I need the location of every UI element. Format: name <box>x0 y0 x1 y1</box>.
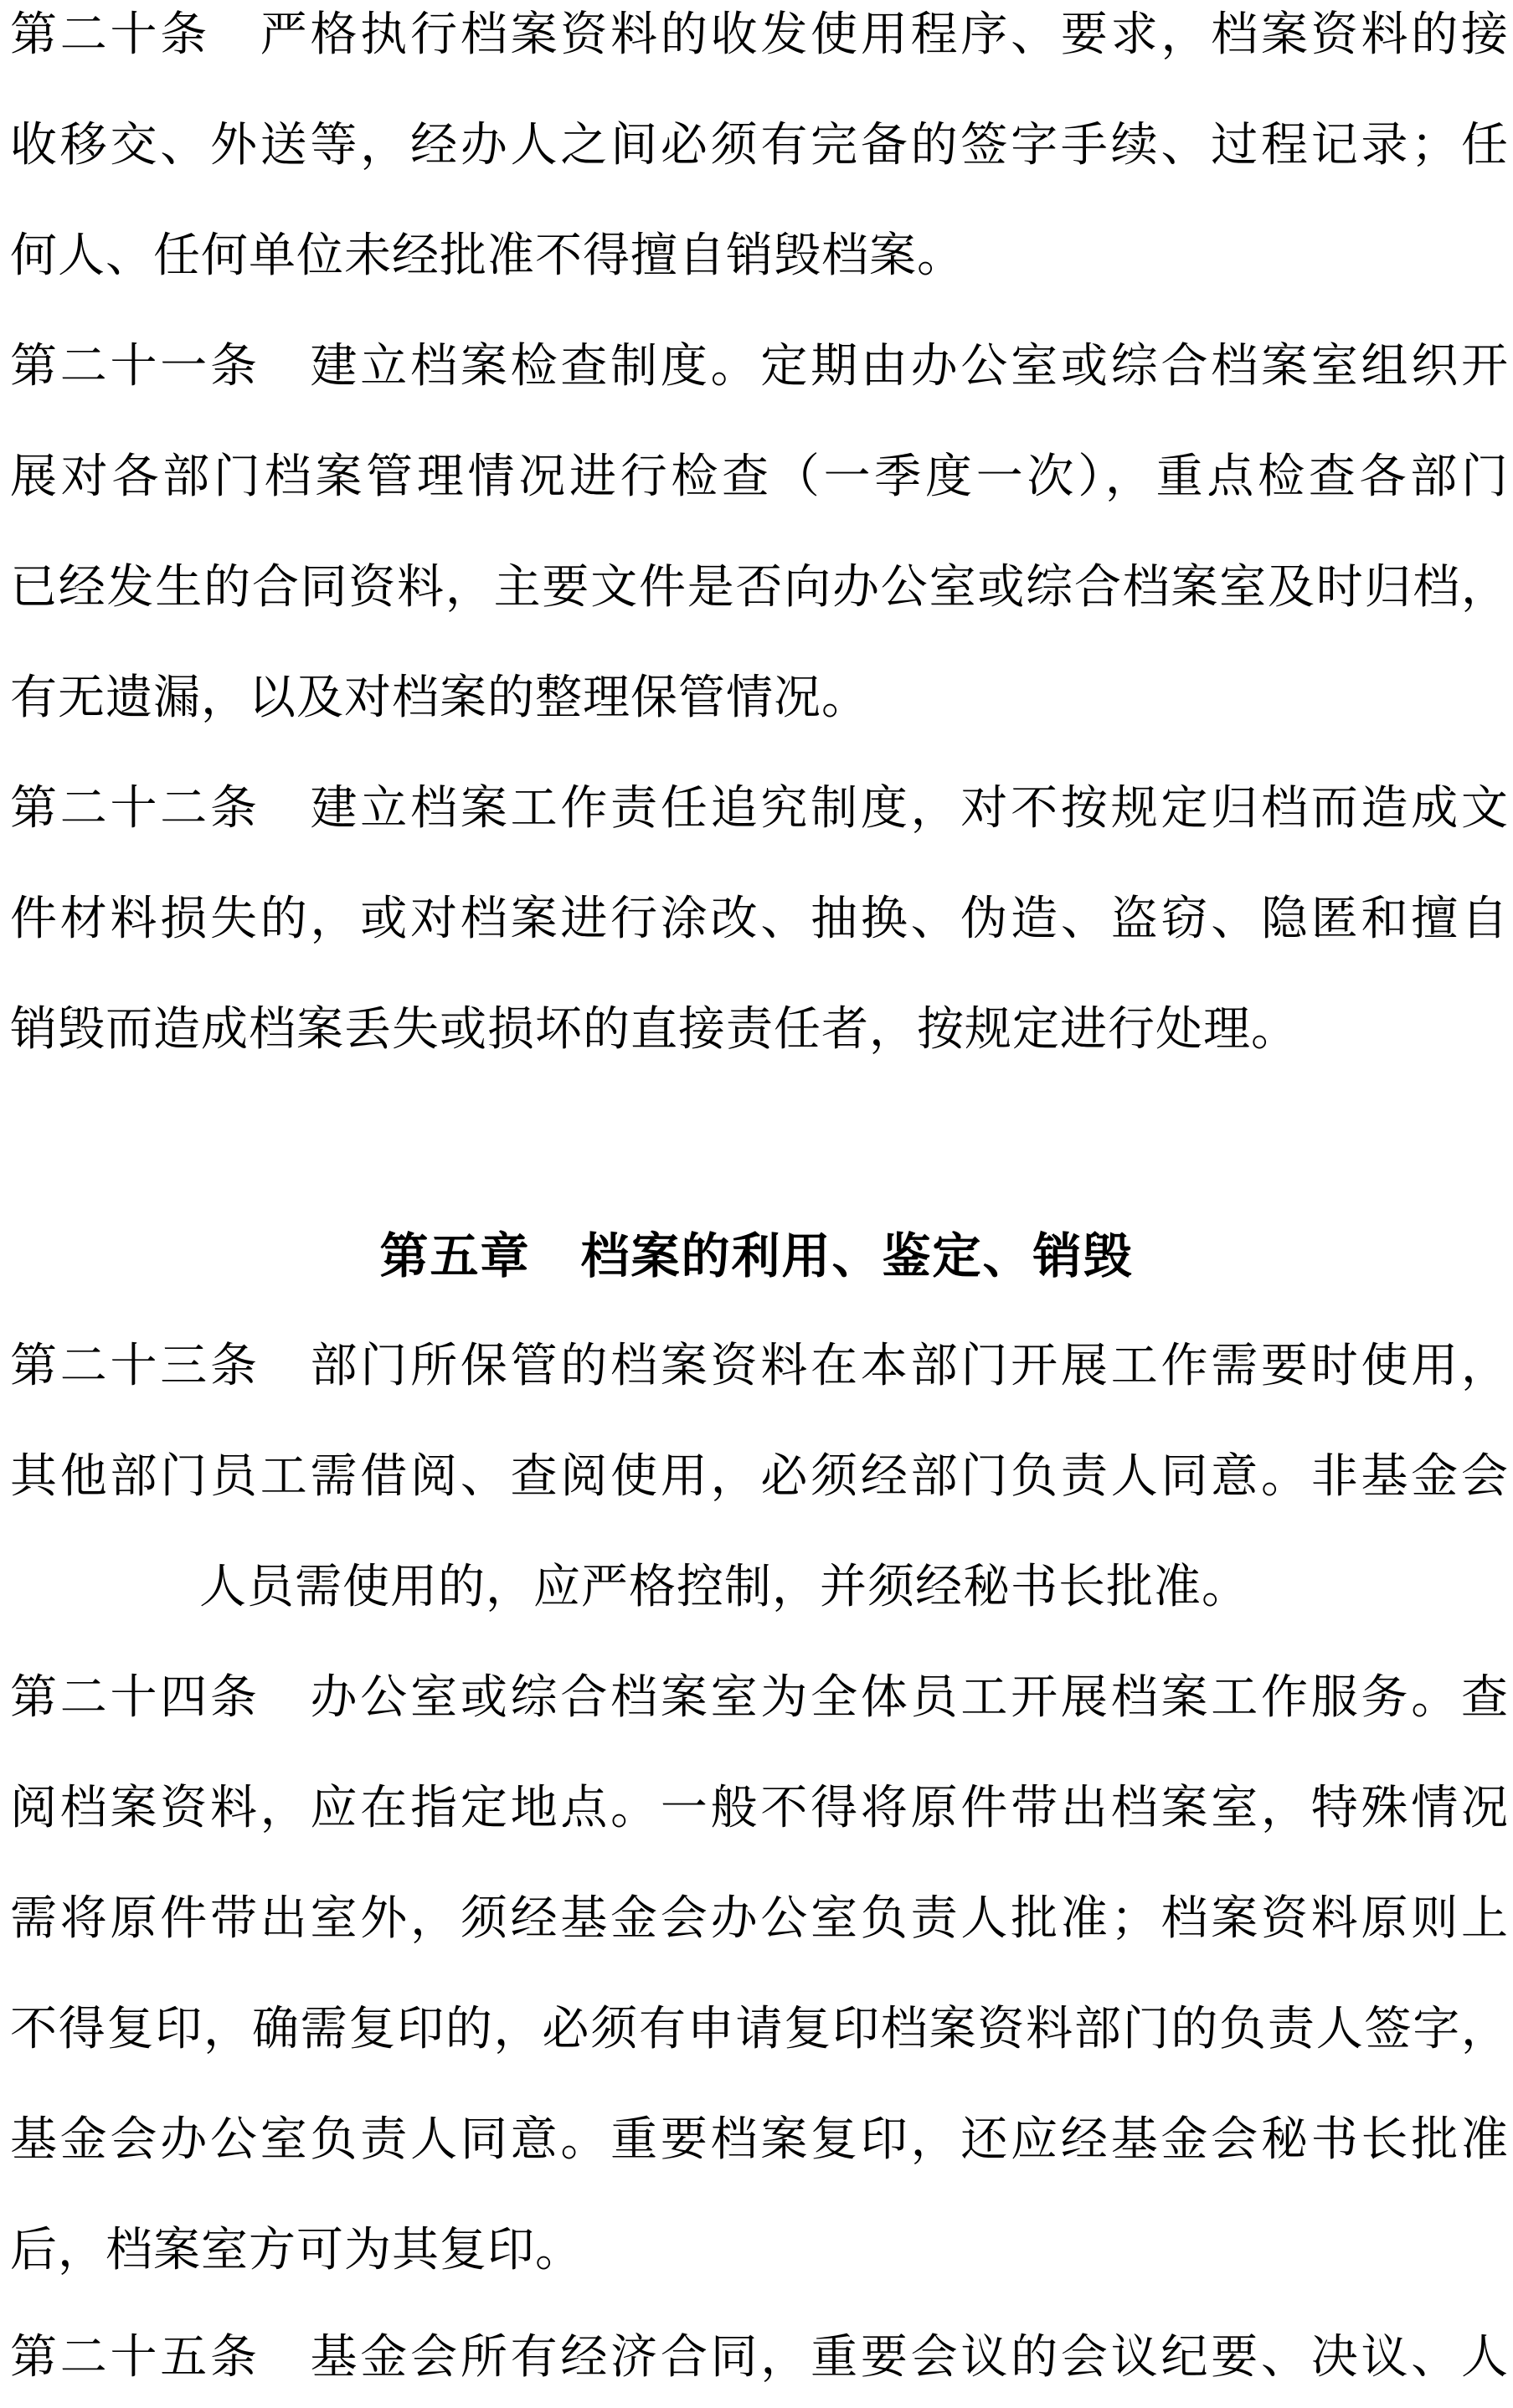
text-line: 收移交、外送等，经办人之间必须有完备的签字手续、过程记录；任 <box>10 118 1509 172</box>
chapter-heading: 第五章 档案的利用、鉴定、销毁 <box>379 1227 1134 1284</box>
text-line: 人员需使用的，应严格控制，并须经秘书长批准。 <box>199 1560 1249 1614</box>
text-line: 第二十一条 建立档案检查制度。定期由办公室或综合档案室组织开 <box>10 339 1509 394</box>
text-line: 需将原件带出室外，须经基金会办公室负责人批准；档案资料原则上 <box>10 1891 1509 1946</box>
text-line: 阅档案资料，应在指定地点。一般不得将原件带出档案室，特殊情况 <box>10 1781 1509 1835</box>
text-line: 件材料损失的，或对档案进行涂改、抽换、伪造、盗窃、隐匿和擅自 <box>10 892 1509 946</box>
text-line: 第二十五条 基金会所有经济合同，重要会议的会议纪要、决议、人 <box>10 2330 1509 2385</box>
text-line: 已经发生的合同资料，主要文件是否向办公室或综合档案室及时归档， <box>10 560 1509 615</box>
text-line: 基金会办公室负责人同意。重要档案复印，还应经基金会秘书长批准 <box>10 2112 1509 2167</box>
text-line: 有无遗漏，以及对档案的整理保管情况。 <box>10 671 869 725</box>
text-line: 其他部门员工需借阅、查阅使用，必须经部门负责人同意。非基金会 <box>10 1449 1509 1504</box>
text-line: 第二十四条 办公室或综合档案室为全体员工开展档案工作服务。查 <box>10 1670 1509 1725</box>
text-line: 后，档案室方可为其复印。 <box>10 2223 583 2277</box>
text-line: 销毁而造成档案丢失或损坏的直接责任者，按规定进行处理。 <box>10 1002 1299 1057</box>
text-line: 何人、任何单位未经批准不得擅自销毁档案。 <box>10 229 965 283</box>
text-line: 展对各部门档案管理情况进行检查（一季度一次），重点检查各部门 <box>10 450 1509 504</box>
text-line: 第二十三条 部门所保管的档案资料在本部门开展工作需要时使用， <box>10 1339 1509 1393</box>
text-line: 第二十条 严格执行档案资料的收发使用程序、要求，档案资料的接 <box>10 8 1509 62</box>
text-line: 不得复印，确需复印的，必须有申请复印档案资料部门的负责人签字， <box>10 2002 1509 2056</box>
text-line: 第二十二条 建立档案工作责任追究制度，对不按规定归档而造成文 <box>10 781 1509 836</box>
